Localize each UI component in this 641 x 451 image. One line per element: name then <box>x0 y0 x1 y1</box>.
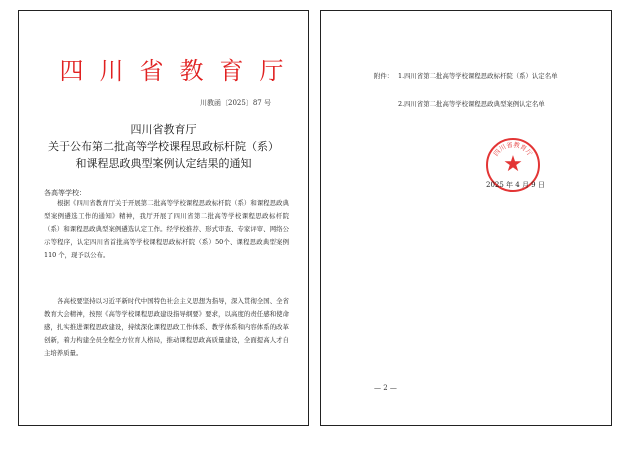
document-red-header: 四川省教育厅 <box>59 57 300 85</box>
attachment-item-2: 2.四川省第二批高等学校课程思政典型案例认定名单 <box>398 100 545 108</box>
attachment-item-1: 1.四川省第二批高等学校课程思政标杆院（系）认定名单 <box>398 72 558 80</box>
title-line-1: 四川省教育厅 <box>130 123 197 136</box>
document-title <box>18 121 309 172</box>
document-number: 川教函〔2025〕87 号 <box>200 99 271 107</box>
title-line-2: 关于公布第二批高等学校课程思政标杆院（系） <box>48 140 279 153</box>
body-paragraph-1: 根据《四川省教育厅关于开展第二批高等学校课程思政标杆院（系）和课程思政典型案例遴选工作的通知》精神，我厅开展了四川省第二批高等学校课程思政标杆院（系）和课程思政典型案例遴选认定工作。经学校推荐、形式审查、专家评审、网络公示等程序，认定四川省首批高等学校课程思政标杆院（系）50个、课程思政典型案例 110 个，现予以公布。 <box>44 199 289 259</box>
salutation: 各高等学校： <box>44 189 86 197</box>
seal-text: 四川省教育厅 <box>492 140 534 158</box>
body-paragraph-2: 各高校要坚持以习近平新时代中国特色社会主义思想为指导，深入贯彻全国、全省教育大会精神，按照《高等学校课程思政建设指导纲要》要求，以高度的责任感和使命感，扎实推进课程思政建设，持续深化课程思政工作体系、教学体系和内容体系的改革创新，着力构建全员全程全方位育人格局，推动课程思政高质量建设，全面提高人才自主培养质量。 <box>44 297 289 357</box>
page-number: — 2 — <box>374 384 397 392</box>
issue-date: 2025 年 4 月 9 日 <box>486 181 545 189</box>
attachment-label: 附件： <box>374 72 394 80</box>
seal-star-icon: ★ <box>503 152 523 177</box>
title-line-3: 和课程思政典型案例认定结果的通知 <box>75 157 252 170</box>
